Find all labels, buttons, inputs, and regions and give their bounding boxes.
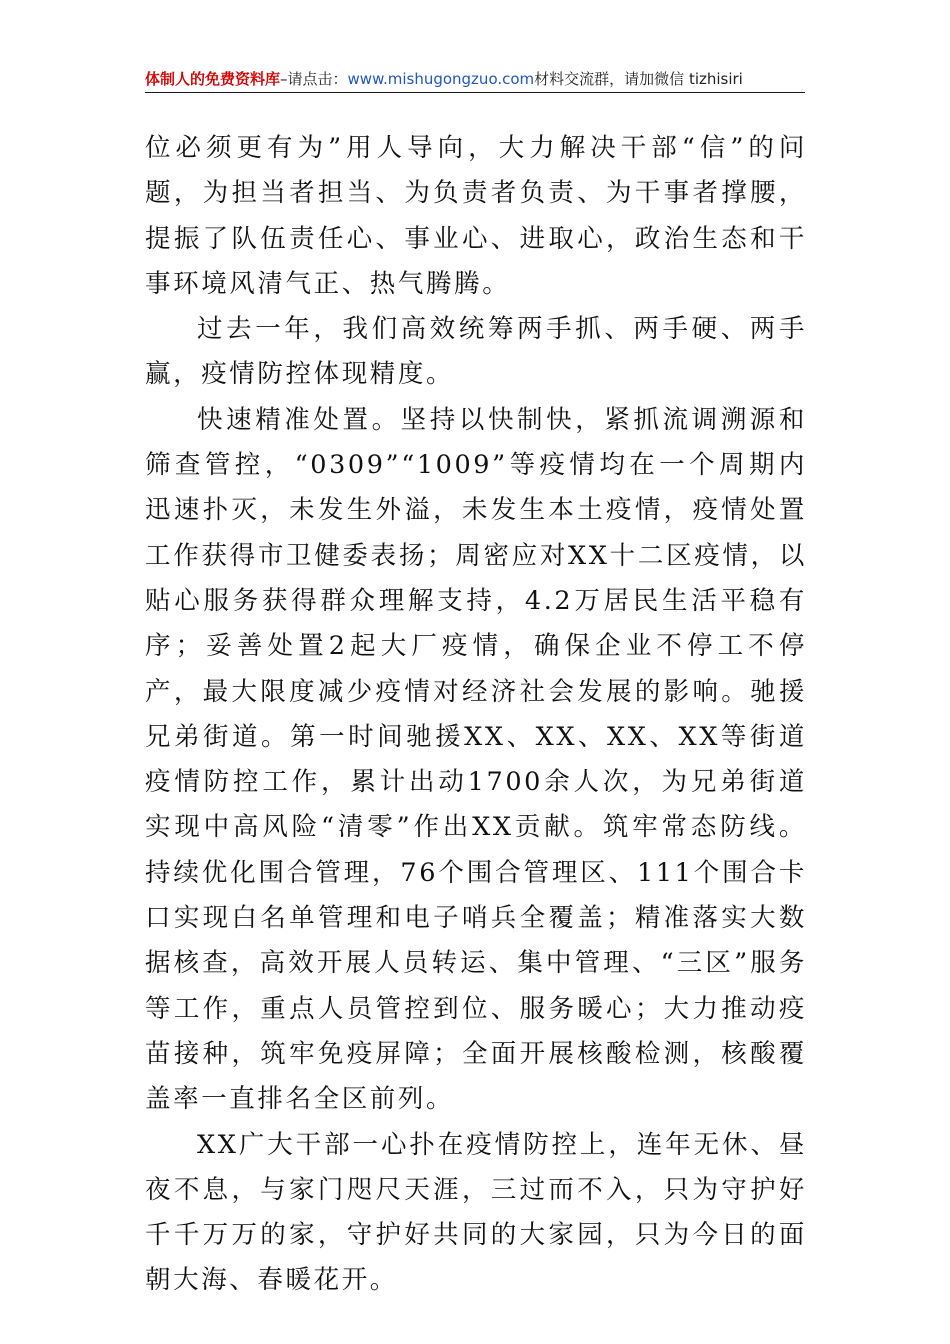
paragraph-3: 快速精准处置。坚持以快制快，紧抓流调溯源和筛查管控，“0309”“1009”等疫情均在一个周期内迅速扑灭，未发生外溢，未发生本土疫情，疫情处置工作获得市卫健委表扬；周密应对XX十二区疫情，以贴心服务获得群众理解支持，4.2万居民生活平稳有序；妥善处置2起大厂疫情，确保企业不停工不停产，最大限度减少疫情对经济社会发展的影响。驰援兄弟街道。第一时间驰援XX、XX、XX、XX等街道疫情防控工作，累计出动1700余人次，为兄弟街道实现中高风险“清零”作出XX贡献。筑牢常态防线。持续优化围合管理，76个围合管理区、111个围合卡口实现白名单管理和电子哨兵全覆盖；精准落实大数据核查，高效开展人员转运、集中管理、“三区”服务等工作，重点人员管控到位、服务暖心；大力推动疫苗接种，筑牢免疫屏障；全面开展核酸检测，核酸覆盖率一直排名全区前列。 <box>145 404 807 1115</box>
paragraph-4: XX广大干部一心扑在疫情防控上，连年无休、昼夜不息，与家门咫尺天涯，三过而不入，只为守护好千千万万的家，守护好共同的大家园，只为今日的面朝大海、春暖花开。 <box>145 1129 807 1296</box>
paragraph-2: 过去一年，我们高效统筹两手抓、两手硬、两手赢，疫情防控体现精度。 <box>145 314 807 390</box>
paragraph-1: 位必须更有为”用人导向，大力解决干部“信”的问题，为担当者担当、为负责者负责、为干事者撑腰，提振了队伍责任心、事业心、进取心，政治生态和干事环境风清气正、热气腾腾。 <box>145 133 807 299</box>
page-header <box>145 66 805 93</box>
header-url-link[interactable]: www.mishugongzuo.com <box>347 70 535 88</box>
header-brand: 体制人的免费资料库 <box>145 70 281 88</box>
document-body <box>145 126 807 1304</box>
header-contact: 材料交流群，请加微信 tizhisiri <box>534 70 743 88</box>
header-prompt: –请点击： <box>280 70 348 88</box>
